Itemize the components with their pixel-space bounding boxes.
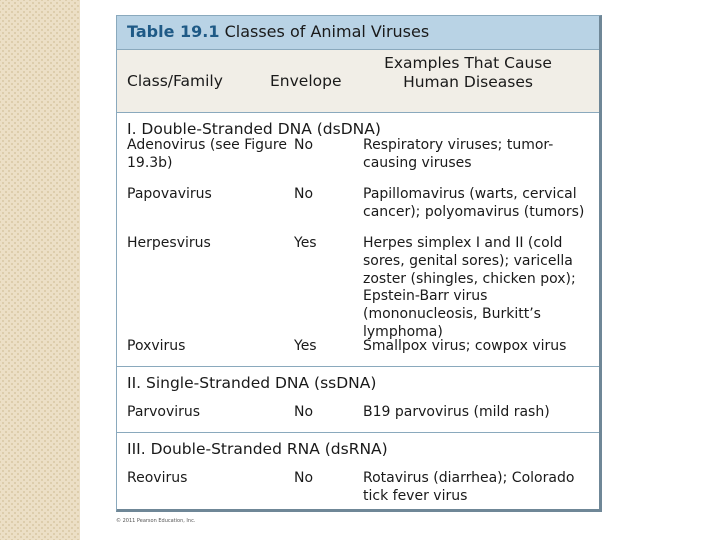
table-row-reovirus-examples: Rotavirus (diarrhea); Colorado tick fever virus: [363, 470, 575, 504]
section-title-dsdna: I. Double-Stranded DNA (dsDNA): [127, 120, 381, 138]
column-header-envelope: Envelope: [270, 72, 342, 90]
table-row-papovavirus-class: Papovavirus: [127, 186, 212, 202]
table-19-1: [116, 15, 602, 512]
table-row-herpesvirus-class: Herpesvirus: [127, 235, 211, 251]
table-row-reovirus-class: Reovirus: [127, 470, 188, 486]
section-title-ssdna: II. Single-Stranded DNA (ssDNA): [127, 374, 377, 392]
section-divider: [117, 432, 599, 433]
table-caption: [127, 22, 429, 41]
table-row-parvovirus-class: Parvovirus: [127, 404, 201, 420]
table-row-herpesvirus-examples: Herpes simplex I and II (cold sores, genital sores); varicella zoster (shingles, chicken pox); Epstein-Barr virus (mononucleosis, Burkitt’s lymphoma): [363, 235, 576, 340]
table-title: Classes of Animal Viruses: [224, 22, 430, 41]
table-row-papovavirus-envelope: No: [294, 186, 314, 202]
table-row-herpesvirus-envelope: Yes: [294, 235, 317, 251]
table-row-reovirus-envelope: No: [294, 470, 314, 486]
section-title-dsrna: III. Double-Stranded RNA (dsRNA): [127, 440, 388, 458]
table-caption-bar: [117, 16, 599, 50]
table-row-parvovirus-examples: B19 parvovirus (mild rash): [363, 404, 550, 420]
table-row-papovavirus-examples: Papillomavirus (warts, cervical cancer); polyomavirus (tumors): [363, 186, 585, 220]
decorative-side-strip: [0, 0, 80, 540]
table-number: Table 19.1: [127, 22, 220, 41]
column-header-class-family: Class/Family: [127, 72, 223, 90]
table-row-parvovirus-envelope: No: [294, 404, 314, 420]
table-row-poxvirus-class: Poxvirus: [127, 338, 186, 354]
column-header-row: [117, 50, 599, 113]
table-row-adenovirus-examples: Respiratory viruses; tumor-causing viruses: [363, 137, 554, 171]
section-divider: [117, 366, 599, 367]
column-header-examples: Examples That Cause Human Diseases: [384, 54, 552, 91]
table-row-poxvirus-envelope: Yes: [294, 338, 317, 354]
copyright-notice: © 2011 Pearson Education, Inc.: [116, 518, 196, 524]
table-row-poxvirus-examples: Smallpox virus; cowpox virus: [363, 338, 567, 354]
table-row-adenovirus-class: Adenovirus (see Figure 19.3b): [127, 137, 287, 171]
table-row-adenovirus-envelope: No: [294, 137, 314, 153]
